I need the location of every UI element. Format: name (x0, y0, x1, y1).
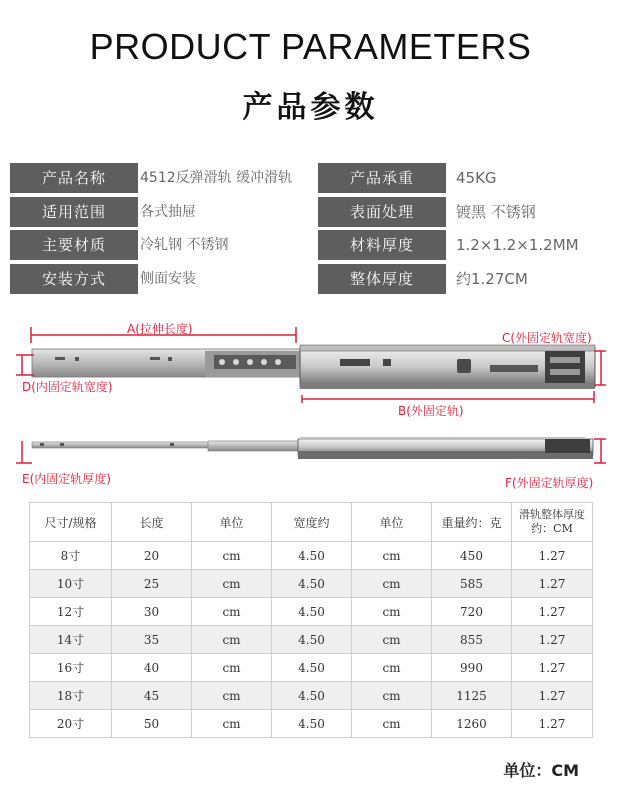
param-value: 镀黑 不锈钢 (456, 203, 536, 221)
table-cell: 45 (112, 682, 192, 710)
table-cell: 14寸 (30, 626, 112, 654)
rail-top-view (32, 345, 595, 389)
param-label: 安装方式 (10, 264, 138, 294)
title-chinese: 产品参数 (242, 90, 379, 125)
dimension-d-line (16, 355, 34, 375)
table-cell: 16寸 (30, 654, 112, 682)
table-cell: 990 (432, 654, 512, 682)
param-label: 材料厚度 (318, 230, 446, 260)
dimension-c-label: C(外固定轨宽度) (502, 331, 592, 345)
table-header-row (30, 503, 593, 542)
table-cell: cm (192, 598, 272, 626)
table-cell: 4.50 (272, 710, 352, 738)
table-cell: cm (192, 570, 272, 598)
table-cell: cm (352, 682, 432, 710)
param-label: 主要材质 (10, 230, 138, 260)
param-value: 侧面安装 (140, 271, 196, 287)
table-row (30, 542, 593, 570)
table-cell: 1260 (432, 710, 512, 738)
table-header-cell: 重量约：克 (432, 503, 512, 542)
table-cell: 1.27 (512, 598, 593, 626)
table-header-cell: 滑轨整体厚度约：CM (512, 503, 593, 542)
table-cell: 450 (432, 542, 512, 570)
table-row (30, 598, 593, 626)
param-value: 45KG (456, 169, 497, 187)
table-row (30, 682, 593, 710)
table-cell: cm (352, 654, 432, 682)
table-cell: 4.50 (272, 570, 352, 598)
param-label: 整体厚度 (318, 264, 446, 294)
param-row-scope (10, 197, 610, 227)
table-cell: cm (192, 654, 272, 682)
param-value: 各式抽屉 (140, 204, 196, 220)
table-row (30, 710, 593, 738)
table-cell: 1.27 (512, 682, 593, 710)
table-cell: cm (352, 570, 432, 598)
unit-note: 单位：CM (503, 761, 579, 780)
param-label: 产品承重 (318, 163, 446, 193)
table-cell: 4.50 (272, 654, 352, 682)
dimension-b-label: B(外固定轨) (398, 404, 464, 418)
table-cell: 1.27 (512, 570, 593, 598)
table-cell: 1125 (432, 682, 512, 710)
table-cell: 10寸 (30, 570, 112, 598)
table-cell: 4.50 (272, 598, 352, 626)
dimension-e-line (16, 441, 32, 463)
table-cell: 1.27 (512, 542, 593, 570)
table-cell: 35 (112, 626, 192, 654)
table-cell: cm (192, 542, 272, 570)
rail-side-view (32, 437, 593, 459)
table-cell: 1.27 (512, 626, 593, 654)
table-row (30, 570, 593, 598)
param-row-material (10, 230, 610, 260)
table-cell: cm (192, 682, 272, 710)
table-cell: 8寸 (30, 542, 112, 570)
table-header-cell: 宽度约 (272, 503, 352, 542)
table-cell: cm (352, 598, 432, 626)
table-cell: 25 (112, 570, 192, 598)
table-cell: cm (352, 542, 432, 570)
table-cell: 720 (432, 598, 512, 626)
param-value: 4512反弹滑轨 缓冲滑轨 (140, 170, 293, 186)
table-header-cell: 单位 (352, 503, 432, 542)
table-header-cell: 单位 (192, 503, 272, 542)
dimension-c-line (594, 351, 606, 385)
table-cell: 50 (112, 710, 192, 738)
size-spec-table (29, 502, 593, 738)
table-cell: 12寸 (30, 598, 112, 626)
dimension-f-label: F(外固定轨厚度) (505, 476, 594, 490)
dimension-d-label: D(内固定轨宽度) (22, 380, 113, 394)
table-cell: 40 (112, 654, 192, 682)
table-cell: 4.50 (272, 542, 352, 570)
param-value: 约1.27CM (456, 270, 528, 288)
param-label: 表面处理 (318, 197, 446, 227)
table-cell: 20 (112, 542, 192, 570)
table-cell: 4.50 (272, 626, 352, 654)
table-cell: cm (192, 626, 272, 654)
param-label: 产品名称 (10, 163, 138, 193)
dimension-f-line (594, 439, 606, 463)
table-cell: cm (352, 710, 432, 738)
param-row-name (10, 163, 610, 193)
param-label: 适用范围 (10, 197, 138, 227)
table-row (30, 654, 593, 682)
table-cell: 1.27 (512, 710, 593, 738)
table-cell: cm (352, 626, 432, 654)
param-value: 冷轧钢 不锈钢 (140, 237, 229, 253)
table-cell: cm (192, 710, 272, 738)
dimension-a-label: A(拉伸长度) (127, 322, 193, 336)
table-cell: 855 (432, 626, 512, 654)
table-cell: 30 (112, 598, 192, 626)
table-cell: 585 (432, 570, 512, 598)
table-header-cell: 长度 (112, 503, 192, 542)
param-row-install (10, 264, 610, 294)
table-header-cell: 尺寸/规格 (30, 503, 112, 542)
table-cell: 1.27 (512, 654, 593, 682)
param-value: 1.2×1.2×1.2MM (456, 236, 579, 254)
table-cell: 18寸 (30, 682, 112, 710)
title-english: PRODUCT PARAMETERS (89, 26, 532, 67)
table-cell: 4.50 (272, 682, 352, 710)
table-cell: 20寸 (30, 710, 112, 738)
dimension-e-label: E(内固定轨厚度) (22, 472, 111, 486)
table-row (30, 626, 593, 654)
